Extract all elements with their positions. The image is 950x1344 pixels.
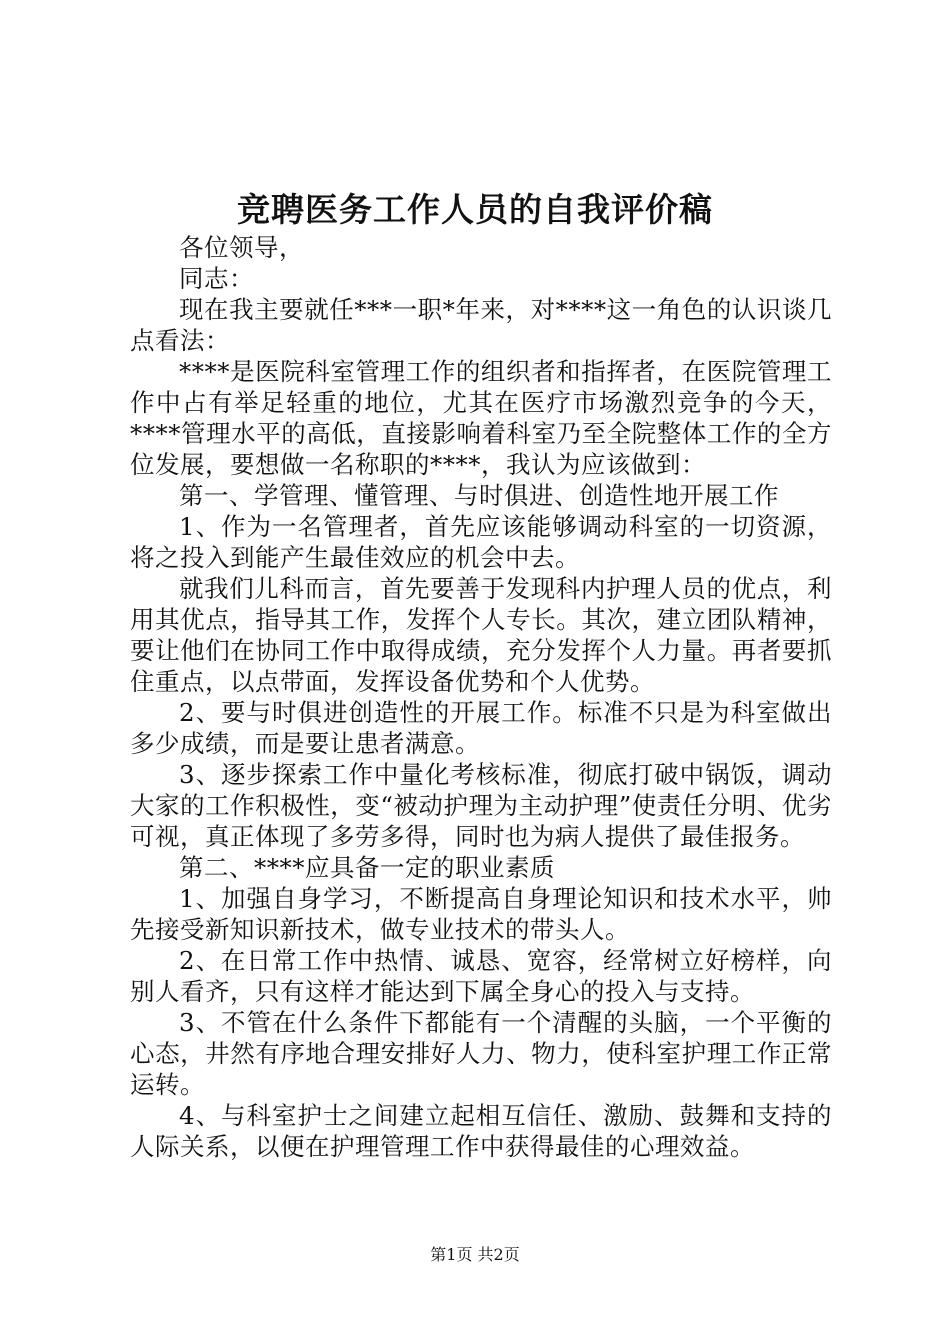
document-title: 竞聘医务工作人员的自我评价稿 <box>237 190 713 229</box>
intro-paragraph: 现在我主要就任***一职*年来，对****这一角色的认识谈几点看法： <box>130 295 832 355</box>
section-two-heading: 第二、****应具备一定的职业素质 <box>179 853 555 882</box>
section-two-item-4: 4、与科室护士之间建立起相互信任、激励、鼓舞和支持的人际关系，以便在护理管理工作中获得最佳的心理效益。 <box>130 1101 832 1161</box>
section-two-item-2: 2、在日常工作中热情、诚恳、宽容，经常树立好榜样，向别人看齐，只有这样才能达到下属全身心的投入与支持。 <box>130 946 832 1006</box>
section-one-detail: 就我们儿科而言，首先要善于发现科内护理人员的优点，利用其优点，指导其工作，发挥个人专长。其次，建立团队精神，要让他们在协同工作中取得成绩，充分发挥个人力量。再者要抓住重点，以点带面，发挥设备优势和个人优势。 <box>130 574 832 696</box>
section-one-heading: 第一、学管理、懂管理、与时俱进、创造性地开展工作 <box>179 481 779 510</box>
page-number-footer: 第1页 共2页 <box>430 1245 520 1264</box>
greeting-leaders: 各位领导， <box>179 233 304 262</box>
role-paragraph: ****是医院科室管理工作的组织者和指挥者，在医院管理工作中占有举足轻重的地位，尤其在医疗市场激烈竞争的今天，****管理水平的高低，直接影响着科室乃至全院整体工作的全方位发展，要想做一名称职的****，我认为应该做到： <box>130 357 832 479</box>
section-one-item-3: 3、逐步探索工作中量化考核标准，彻底打破中锅饭，调动大家的工作积极性，变“被动护理为主动护理”使责任分明、优劣可视，真正体现了多劳多得，同时也为病人提供了最佳报务。 <box>130 760 832 851</box>
section-one-item-1: 1、作为一名管理者，首先应该能够调动科室的一切资源，将之投入到能产生最佳效应的机会中去。 <box>130 512 832 572</box>
section-one-item-2: 2、要与时俱进创造性的开展工作。标准不只是为科室做出多少成绩，而是要让患者满意。 <box>130 698 832 758</box>
section-two-item-1: 1、加强自身学习，不断提高自身理论知识和技术水平，帅先接受新知识新技术，做专业技术的带头人。 <box>130 884 832 944</box>
document-body <box>130 232 832 1162</box>
greeting-comrades: 同志： <box>179 264 254 293</box>
section-two-item-3: 3、不管在什么条件下都能有一个清醒的头脑，一个平衡的心态，井然有序地合理安排好人力、物力，使科室护理工作正常运转。 <box>130 1008 832 1099</box>
